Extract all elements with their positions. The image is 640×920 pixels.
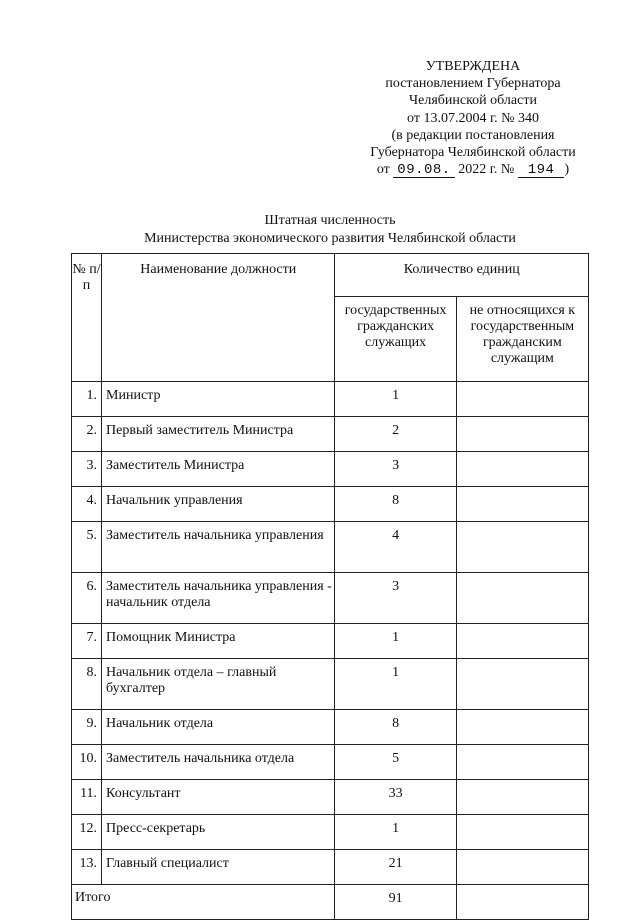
approval-block bbox=[340, 58, 606, 178]
approval-date-suffix: ) bbox=[564, 162, 570, 178]
approval-line-2: Челябинской области bbox=[409, 93, 537, 109]
row-non-gov-count bbox=[456, 780, 588, 815]
row-gov-count: 1 bbox=[335, 624, 456, 659]
row-position-name: Заместитель начальника управления bbox=[102, 522, 335, 573]
approval-line-1: постановлением Губернатора bbox=[385, 76, 561, 92]
row-gov-count: 8 bbox=[335, 710, 456, 745]
header-gov-servants: государственных гражданских служащих bbox=[335, 297, 456, 382]
approval-line-4: (в редакции постановления bbox=[391, 127, 555, 143]
row-number: 13. bbox=[72, 850, 102, 885]
row-position-name: Министр bbox=[102, 382, 335, 417]
row-position-name: Консультант bbox=[102, 780, 335, 815]
approval-line-3: от 13.07.2004 г. № 340 bbox=[407, 110, 539, 126]
row-position-name: Начальник отдела bbox=[102, 710, 335, 745]
row-number: 8. bbox=[72, 659, 102, 710]
row-non-gov-count bbox=[456, 659, 588, 710]
row-gov-count: 8 bbox=[335, 487, 456, 522]
row-non-gov-count bbox=[456, 417, 588, 452]
row-gov-count: 5 bbox=[335, 745, 456, 780]
row-position-name: Заместитель начальника отдела bbox=[102, 745, 335, 780]
row-gov-count: 1 bbox=[335, 382, 456, 417]
table-body bbox=[72, 382, 589, 920]
row-non-gov-count bbox=[456, 745, 588, 780]
row-gov-count: 3 bbox=[335, 573, 456, 624]
heading-line-1: Штатная численность bbox=[264, 213, 396, 228]
row-gov-count: 4 bbox=[335, 522, 456, 573]
table-row bbox=[72, 624, 589, 659]
approval-date-year: 2022 г. № bbox=[458, 162, 515, 178]
total-label: Итого bbox=[72, 885, 335, 920]
approval-number-field bbox=[518, 163, 565, 178]
row-gov-count: 21 bbox=[335, 850, 456, 885]
table-row bbox=[72, 659, 589, 710]
row-non-gov-count bbox=[456, 382, 588, 417]
row-non-gov-count bbox=[456, 710, 588, 745]
row-number: 2. bbox=[72, 417, 102, 452]
row-number: 10. bbox=[72, 745, 102, 780]
row-gov-count: 2 bbox=[335, 417, 456, 452]
row-non-gov-count bbox=[456, 452, 588, 487]
row-number: 1. bbox=[72, 382, 102, 417]
row-non-gov-count bbox=[456, 522, 588, 573]
total-non-gov-count bbox=[456, 885, 588, 920]
row-gov-count: 3 bbox=[335, 452, 456, 487]
document-heading bbox=[72, 212, 588, 247]
approval-title: УТВЕРЖДЕНА bbox=[425, 59, 521, 74]
table-row bbox=[72, 745, 589, 780]
row-number: 9. bbox=[72, 710, 102, 745]
table-header-row bbox=[72, 254, 589, 297]
row-number: 7. bbox=[72, 624, 102, 659]
table-row bbox=[72, 522, 589, 573]
row-number: 3. bbox=[72, 452, 102, 487]
row-gov-count: 1 bbox=[335, 659, 456, 710]
row-number: 6. bbox=[72, 573, 102, 624]
table-total-row bbox=[72, 885, 589, 920]
heading-line-2: Министерства экономического развития Челябинской области bbox=[144, 230, 516, 246]
table-row bbox=[72, 417, 589, 452]
row-gov-count: 1 bbox=[335, 815, 456, 850]
row-position-name: Начальник отдела – главный бухгалтер bbox=[102, 659, 335, 710]
approval-date-value: 09.08. bbox=[397, 162, 451, 179]
header-quantity: Количество единиц bbox=[335, 254, 589, 297]
table-row bbox=[72, 815, 589, 850]
approval-date-prefix: от bbox=[376, 162, 390, 178]
table-row bbox=[72, 452, 589, 487]
row-gov-count: 33 bbox=[335, 780, 456, 815]
row-number: 11. bbox=[72, 780, 102, 815]
table-row bbox=[72, 573, 589, 624]
row-number: 4. bbox=[72, 487, 102, 522]
table-row bbox=[72, 780, 589, 815]
row-position-name: Начальник управления bbox=[102, 487, 335, 522]
row-non-gov-count bbox=[456, 850, 588, 885]
approval-line-5: Губернатора Челябинской области bbox=[370, 145, 576, 161]
row-position-name: Заместитель начальника управления - начальник отдела bbox=[102, 573, 335, 624]
row-position-name: Главный специалист bbox=[102, 850, 335, 885]
row-position-name: Пресс-секретарь bbox=[102, 815, 335, 850]
table-row bbox=[72, 710, 589, 745]
total-gov-count: 91 bbox=[335, 885, 456, 920]
row-position-name: Первый заместитель Министра bbox=[102, 417, 335, 452]
row-position-name: Заместитель Министра bbox=[102, 452, 335, 487]
row-number: 5. bbox=[72, 522, 102, 573]
row-number: 12. bbox=[72, 815, 102, 850]
table-row bbox=[72, 382, 589, 417]
table-row bbox=[72, 850, 589, 885]
approval-date-field bbox=[393, 163, 454, 178]
approval-date-line bbox=[340, 161, 606, 178]
header-non-gov-servants: не относящихся к государственным гражданским служащим bbox=[456, 297, 588, 382]
row-position-name: Помощник Министра bbox=[102, 624, 335, 659]
row-non-gov-count bbox=[456, 815, 588, 850]
row-non-gov-count bbox=[456, 624, 588, 659]
approval-number-value: 194 bbox=[527, 162, 555, 179]
header-number: № п/п bbox=[72, 254, 102, 382]
header-position-name: Наименование должности bbox=[102, 254, 335, 382]
row-non-gov-count bbox=[456, 573, 588, 624]
row-non-gov-count bbox=[456, 487, 588, 522]
table-row bbox=[72, 487, 589, 522]
staffing-table bbox=[71, 253, 589, 920]
